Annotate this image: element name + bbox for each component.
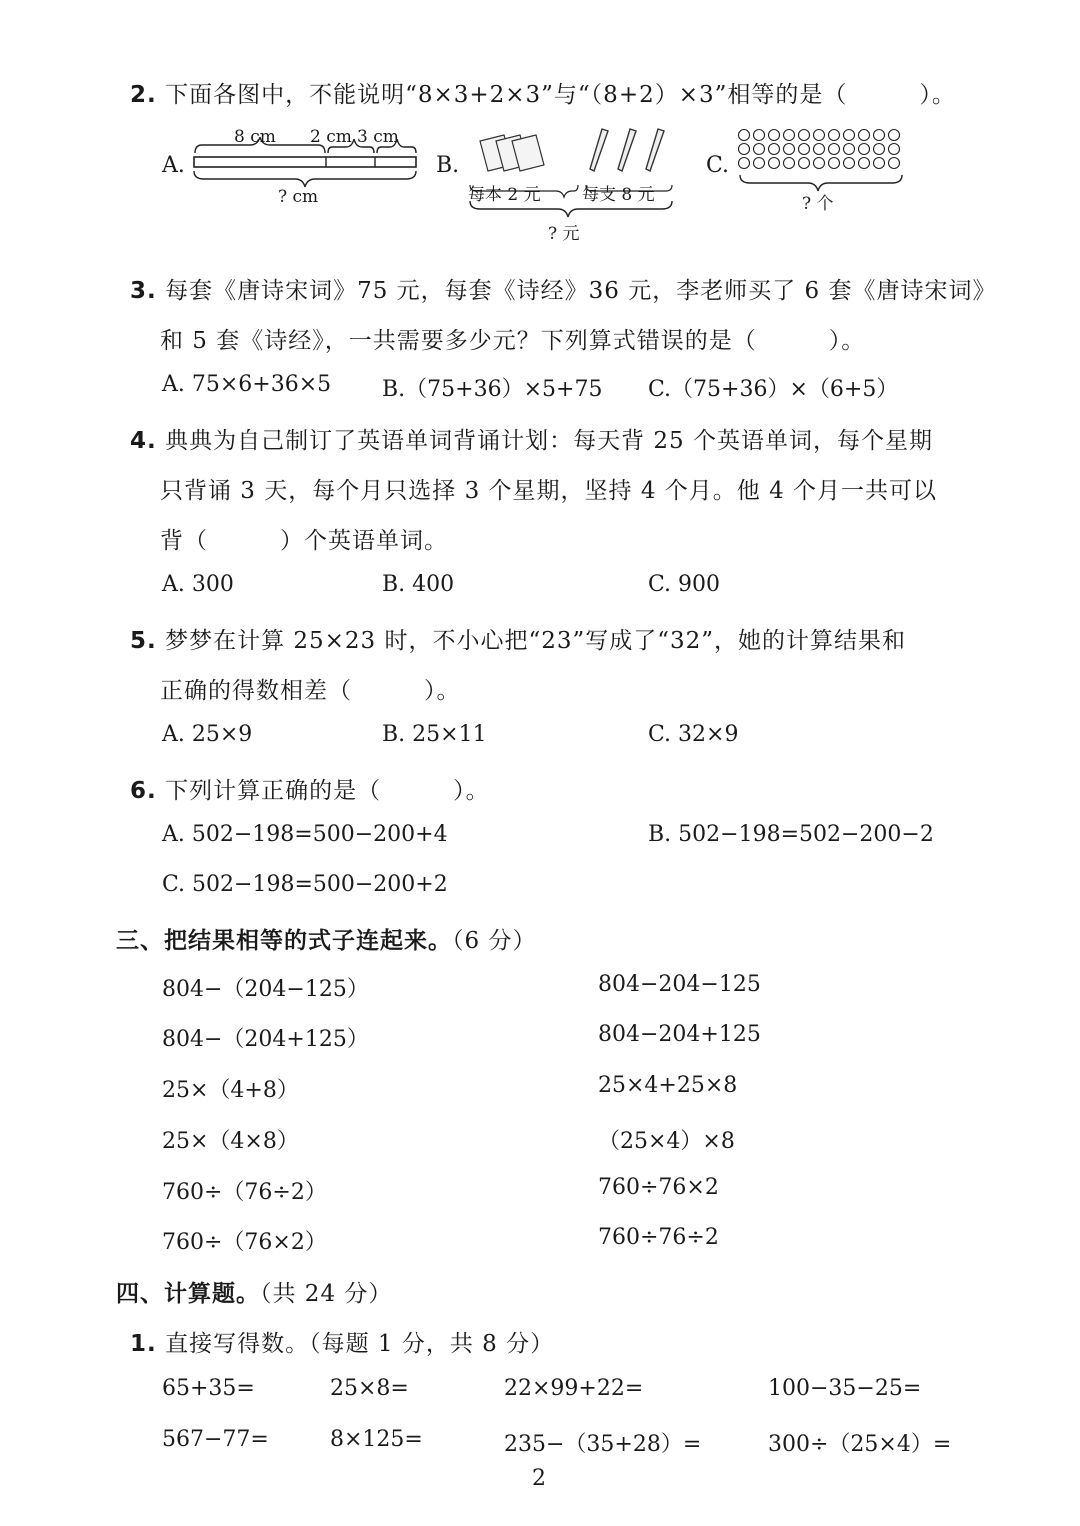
- question-4-line3: 背（ ）个英语单词。: [160, 528, 448, 554]
- grid-circle: [754, 130, 765, 141]
- grid-circle: [829, 144, 840, 155]
- q3-option-c: C.（75+36）×（6+5）: [648, 377, 899, 402]
- q5-option-c: C. 32×9: [648, 722, 739, 747]
- grid-circle: [844, 130, 855, 141]
- question-number: 1.: [130, 1331, 157, 1357]
- match-left-2: 804−（204+125）: [162, 1027, 369, 1052]
- calc-2-2: 8×125=: [330, 1427, 423, 1452]
- question-number: 6.: [130, 778, 157, 804]
- grid-circle: [769, 130, 780, 141]
- grid-circle: [739, 158, 750, 169]
- grid-circle: [874, 158, 885, 169]
- match-left-6: 760÷（76×2）: [162, 1230, 327, 1255]
- pens-icon: [590, 129, 664, 171]
- option-letter: B.: [436, 153, 460, 178]
- question-2: [130, 76, 956, 109]
- grid-circle: [754, 158, 765, 169]
- question-number: 4.: [130, 428, 157, 454]
- question-3-line2: 和 5 套《诗经》，一共需要多少元？下列算式错误的是（ ）。: [160, 328, 866, 354]
- grid-circle: [739, 130, 750, 141]
- q5-option-b: B. 25×11: [382, 722, 487, 747]
- match-right-1: 804−204−125: [598, 972, 761, 997]
- q5-option-a: A. 25×9: [162, 722, 253, 747]
- grid-circle: [784, 130, 795, 141]
- option-letter: A.: [162, 153, 185, 178]
- calc-2-1: 567−77=: [162, 1427, 269, 1452]
- question-3: [130, 272, 996, 305]
- q2-option-b: [436, 125, 676, 244]
- q3-option-b: B.（75+36）×5+75: [382, 377, 603, 402]
- book-price-label: 每本 2 元: [468, 185, 541, 205]
- calc-1-2: 25×8=: [330, 1376, 409, 1401]
- grid-circle: [889, 158, 900, 169]
- pen-price-label: 每支 8 元: [582, 185, 655, 205]
- segment-label-1: 8 cm: [234, 127, 276, 147]
- grid-circle: [784, 158, 795, 169]
- grid-circle: [814, 144, 825, 155]
- question-text: 下面各图中，不能说明“8×3+2×3”与“（8+2）×3”相等的是（ ）。: [165, 82, 956, 108]
- grid-circle: [814, 130, 825, 141]
- grid-circle: [799, 130, 810, 141]
- question-5: [130, 622, 906, 655]
- match-right-2: 804−204+125: [598, 1022, 761, 1047]
- books-icon: [480, 135, 544, 171]
- calc-2-3: 235−（35+28）=: [504, 1432, 702, 1457]
- page-number: 2: [532, 1466, 546, 1491]
- q6-option-a: A. 502−198=500−200+4: [162, 822, 448, 847]
- calc-1-4: 100−35−25=: [768, 1376, 922, 1401]
- circle-total-label: ? 个: [802, 194, 834, 214]
- grid-circle: [874, 130, 885, 141]
- grid-circle: [889, 144, 900, 155]
- question-6: [130, 772, 490, 805]
- q4-option-a: A. 300: [162, 572, 234, 597]
- section-4-sub-1: [130, 1325, 554, 1358]
- question-4: [130, 422, 933, 455]
- section-score: （共 24 分）: [260, 1281, 393, 1307]
- grid-circle: [769, 158, 780, 169]
- segment-label-2: 2 cm: [310, 127, 352, 147]
- match-right-3: 25×4+25×8: [598, 1073, 738, 1098]
- question-5-line2: 正确的得数相差（ ）。: [160, 678, 461, 704]
- calc-2-4: 300÷（25×4）=: [768, 1432, 952, 1457]
- match-left-1: 804−（204−125）: [162, 977, 369, 1002]
- match-left-5: 760÷（76÷2）: [162, 1180, 327, 1205]
- option-letter: C.: [706, 153, 730, 178]
- section-title: 三、把结果相等的式子连起来。: [116, 927, 452, 954]
- question-text-line1: 典典为自己制订了英语单词背诵计划：每天背 25 个英语单词，每个星期: [165, 428, 933, 454]
- question-4-line2: 只背诵 3 天，每个月只选择 3 个星期，坚持 4 个月。他 4 个月一共可以: [160, 478, 938, 504]
- question-number: 5.: [130, 628, 157, 654]
- q6-option-b: B. 502−198=502−200−2: [648, 822, 934, 847]
- match-right-6: 760÷76÷2: [598, 1225, 719, 1250]
- q2-option-c: [706, 125, 906, 220]
- grid-circle: [829, 158, 840, 169]
- section-4-heading: [116, 1275, 392, 1308]
- brace-bottom: [194, 171, 416, 187]
- grid-circle: [799, 144, 810, 155]
- question-number: 3.: [130, 278, 157, 304]
- grid-circle: [889, 130, 900, 141]
- calc-1-3: 22×99+22=: [504, 1376, 644, 1401]
- segment-total-label: ? cm: [278, 187, 319, 207]
- segment-bar: [194, 157, 416, 167]
- match-left-3: 25×（4+8）: [162, 1078, 299, 1103]
- question-text: 下列计算正确的是（ ）。: [165, 778, 490, 804]
- section-3-heading: [116, 922, 536, 955]
- grid-circle: [799, 158, 810, 169]
- grid-circle: [784, 144, 795, 155]
- total-price-label: ? 元: [548, 224, 580, 244]
- grid-circle: [844, 144, 855, 155]
- section-title: 四、计算题。: [116, 1280, 260, 1307]
- grid-circle: [844, 158, 855, 169]
- question-text-line1: 梦梦在计算 25×23 时，不小心把“23”写成了“32”，她的计算结果和: [165, 628, 907, 654]
- q4-option-b: B. 400: [382, 572, 455, 597]
- q6-option-c: C. 502−198=500−200+2: [162, 872, 448, 897]
- section-score: （6 分）: [452, 928, 537, 954]
- q4-option-c: C. 900: [648, 572, 721, 597]
- grid-circle: [739, 144, 750, 155]
- grid-circle: [829, 130, 840, 141]
- q2-option-a: [160, 125, 420, 215]
- match-left-4: 25×（4×8）: [162, 1129, 299, 1154]
- q3-option-a: A. 75×6+36×5: [162, 372, 332, 397]
- grid-circle: [874, 144, 885, 155]
- question-number: 2.: [130, 82, 157, 108]
- segment-label-3: 3 cm: [357, 127, 399, 147]
- question-text-line1: 每套《唐诗宋词》75 元，每套《诗经》36 元，李老师买了 6 套《唐诗宋词》: [165, 278, 997, 304]
- match-right-5: 760÷76×2: [598, 1175, 719, 1200]
- calc-1-1: 65+35=: [162, 1376, 255, 1401]
- grid-circle: [859, 130, 870, 141]
- match-right-4: （25×4）×8: [598, 1129, 735, 1154]
- grid-circle: [754, 144, 765, 155]
- grid-circle: [859, 144, 870, 155]
- grid-circle: [814, 158, 825, 169]
- grid-circle: [769, 144, 780, 155]
- grid-circle: [859, 158, 870, 169]
- question-text: 直接写得数。（每题 1 分，共 8 分）: [165, 1331, 555, 1357]
